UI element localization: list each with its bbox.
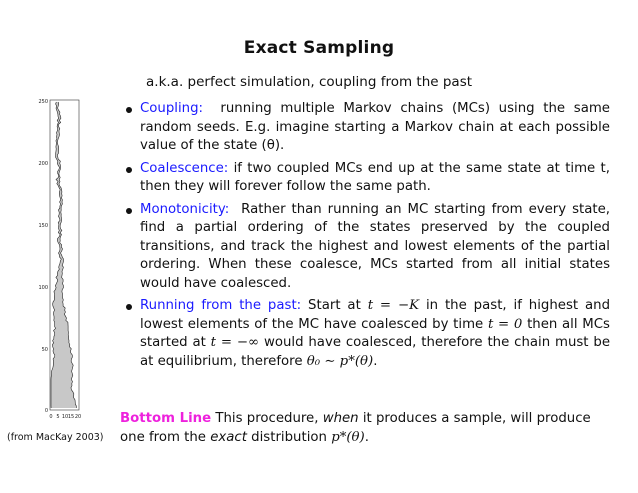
math-expression: θ₀ ∼ p*(θ) <box>306 353 374 369</box>
y-tick-label: 0 <box>44 408 48 414</box>
x-tick-label: 20 <box>74 414 82 420</box>
bullet-text: would have coalesced, therefore the chain must be at equilibrium, therefore <box>140 335 610 369</box>
bullet-text: Rather than running an MC starting from every state, find a partial ordering of the states preserved by the coupled transitions, and track the highest and lowest elements of the partial ordering. When these coalesce, MCs started from all initial states would have coalesced. <box>140 201 610 291</box>
bottom-line-text: . <box>364 429 369 445</box>
chain-band <box>51 102 76 408</box>
bottom-line-text: it produces a sample, will produce one from the <box>120 411 591 445</box>
x-tick-label: 5 <box>56 414 60 420</box>
y-tick-label: 250 <box>38 99 48 105</box>
figure-caption: (from MacKay 2003) <box>7 432 104 443</box>
y-tick-label: 150 <box>38 223 48 229</box>
bullet-coalescence <box>124 160 610 197</box>
x-tick-label: 10 <box>61 414 69 420</box>
bullet-text: Start at <box>308 298 361 313</box>
bullet-monotonicity <box>124 201 610 294</box>
term-coalescence: Coalescence: <box>140 160 229 176</box>
bullet-coupling <box>124 100 610 156</box>
page-title: Exact Sampling <box>243 38 395 58</box>
bullet-text: . <box>373 353 378 369</box>
math-expression: t = −∞ <box>210 335 260 350</box>
term-monotonicity: Monotonicity: <box>140 201 230 217</box>
bottom-line-text: distribution <box>251 429 327 445</box>
y-tick-label: 100 <box>38 285 48 291</box>
bullet-text: then all MCs started at <box>140 316 610 350</box>
math-expression: t = −K <box>367 298 420 313</box>
page-subtitle: a.k.a. perfect simulation, coupling from the past <box>146 74 473 90</box>
bottom-line-label: Bottom Line <box>120 411 212 426</box>
bullet-running-from-past <box>124 297 610 371</box>
math-expression: t = 0 <box>487 316 523 332</box>
x-tick-label: 0 <box>49 414 53 420</box>
x-tick-label: 15 <box>67 414 75 420</box>
bullet-text: running multiple Markov chains (MCs) using the same random seeds. E.g. imagine starting a Markov chain at each possible value of the state (θ). <box>140 101 610 153</box>
bullet-text: if two coupled MCs end up at the same state at time t, then they will forever follow the same path. <box>140 160 610 194</box>
term-running-from-past: Running from the past: <box>140 298 302 313</box>
y-tick-label: 200 <box>38 161 48 167</box>
bullet-text: in the past, if highest and lowest elements of the MC have coalesced by time <box>140 298 611 332</box>
bottom-line-text: This procedure, <box>215 411 319 426</box>
y-tick-label: 50 <box>41 347 48 353</box>
emphasis-when: when <box>322 411 359 426</box>
bottom-line <box>120 410 610 447</box>
math-expression: p*(θ) <box>331 429 365 445</box>
coalescence-figure <box>30 96 90 426</box>
term-coupling: Coupling: <box>140 101 204 116</box>
bullet-list <box>124 100 610 375</box>
emphasis-exact: exact <box>210 429 247 445</box>
